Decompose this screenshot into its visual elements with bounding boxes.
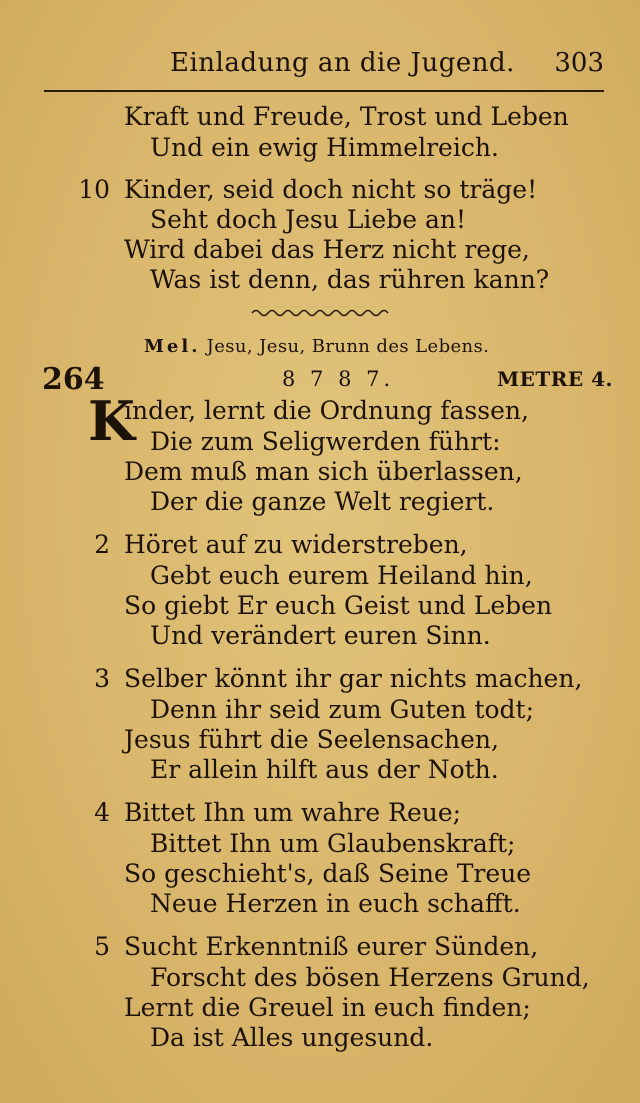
stanza10-line-1: Kinder, seid doch nicht so träge! [124, 175, 538, 204]
stanza4-line-3: So geschieht's, daß Seine Treue [124, 859, 532, 888]
tune-name: Jesu, Jesu, Brunn des Lebens. [206, 336, 490, 357]
stanza5-line-1: Sucht Erkenntniß eurer Sünden, [124, 932, 539, 961]
stanza-number-4: 4 [94, 798, 110, 827]
tune-line [144, 336, 489, 357]
stanza5-line-2: Forscht des bösen Herzens Grund, [150, 963, 590, 992]
stanza-number-2: 2 [94, 530, 110, 559]
stanza3-line-3: Jesus führt die Seelensachen, [124, 725, 499, 754]
stanza5-line-3: Lernt die Greuel in euch finden; [124, 993, 531, 1022]
stanza2-line-4: Und verändert euren Sinn. [150, 621, 491, 650]
stanza3-line-4: Er allein hilft aus der Noth. [150, 755, 499, 784]
page-number: 303 [554, 48, 604, 78]
stanza3-line-1: Selber könnt ihr gar nichts machen, [124, 664, 583, 693]
tune-label: Mel. [144, 336, 201, 357]
header-rule [44, 90, 604, 92]
stanza5-line-4: Da ist Alles ungesund. [150, 1023, 434, 1052]
prev-line-1: Kraft und Freude, Trost und Leben [124, 102, 569, 131]
stanza-number-5: 5 [94, 932, 110, 961]
stanza4-line-4: Neue Herzen in euch schafft. [150, 889, 521, 918]
running-title: Einladung an die Jugend. [170, 48, 515, 78]
hymn-number: 264 [42, 362, 105, 397]
page-header [40, 48, 620, 84]
stanza10-line-2: Seht doch Jesu Liebe an! [150, 205, 467, 234]
stanza1-line-4: Der die ganze Welt regiert. [150, 487, 495, 516]
stanza3-line-2: Denn ihr seid zum Guten todt; [150, 695, 535, 724]
stanza2-line-3: So giebt Er euch Geist und Leben [124, 591, 553, 620]
ornament-divider [250, 306, 390, 320]
stanza4-line-1: Bittet Ihn um wahre Reue; [124, 798, 462, 827]
meter-numbers: 8 7 8 7. [282, 367, 395, 391]
stanza4-line-2: Bittet Ihn um Glaubenskraft; [150, 829, 516, 858]
prev-line-2: Und ein ewig Himmelreich. [150, 133, 499, 162]
stanza1-line-3: Dem muß man sich überlassen, [124, 457, 523, 486]
stanza2-line-2: Gebt euch eurem Heiland hin, [150, 561, 533, 590]
stanza10-line-3: Wird dabei das Herz nicht rege, [124, 235, 530, 264]
stanza1-line-2: Die zum Seligwerden führt: [150, 427, 501, 456]
stanza-number-3: 3 [94, 664, 110, 693]
stanza10-line-4: Was ist denn, das rühren kann? [150, 265, 550, 294]
metre-label: METRE 4. [497, 367, 613, 391]
stanza2-line-1: Höret auf zu widerstreben, [124, 530, 468, 559]
stanza1-line-1: inder, lernt die Ordnung fassen, [124, 396, 529, 425]
stanza-number-10: 10 [78, 175, 110, 204]
drop-cap: K [88, 389, 135, 453]
